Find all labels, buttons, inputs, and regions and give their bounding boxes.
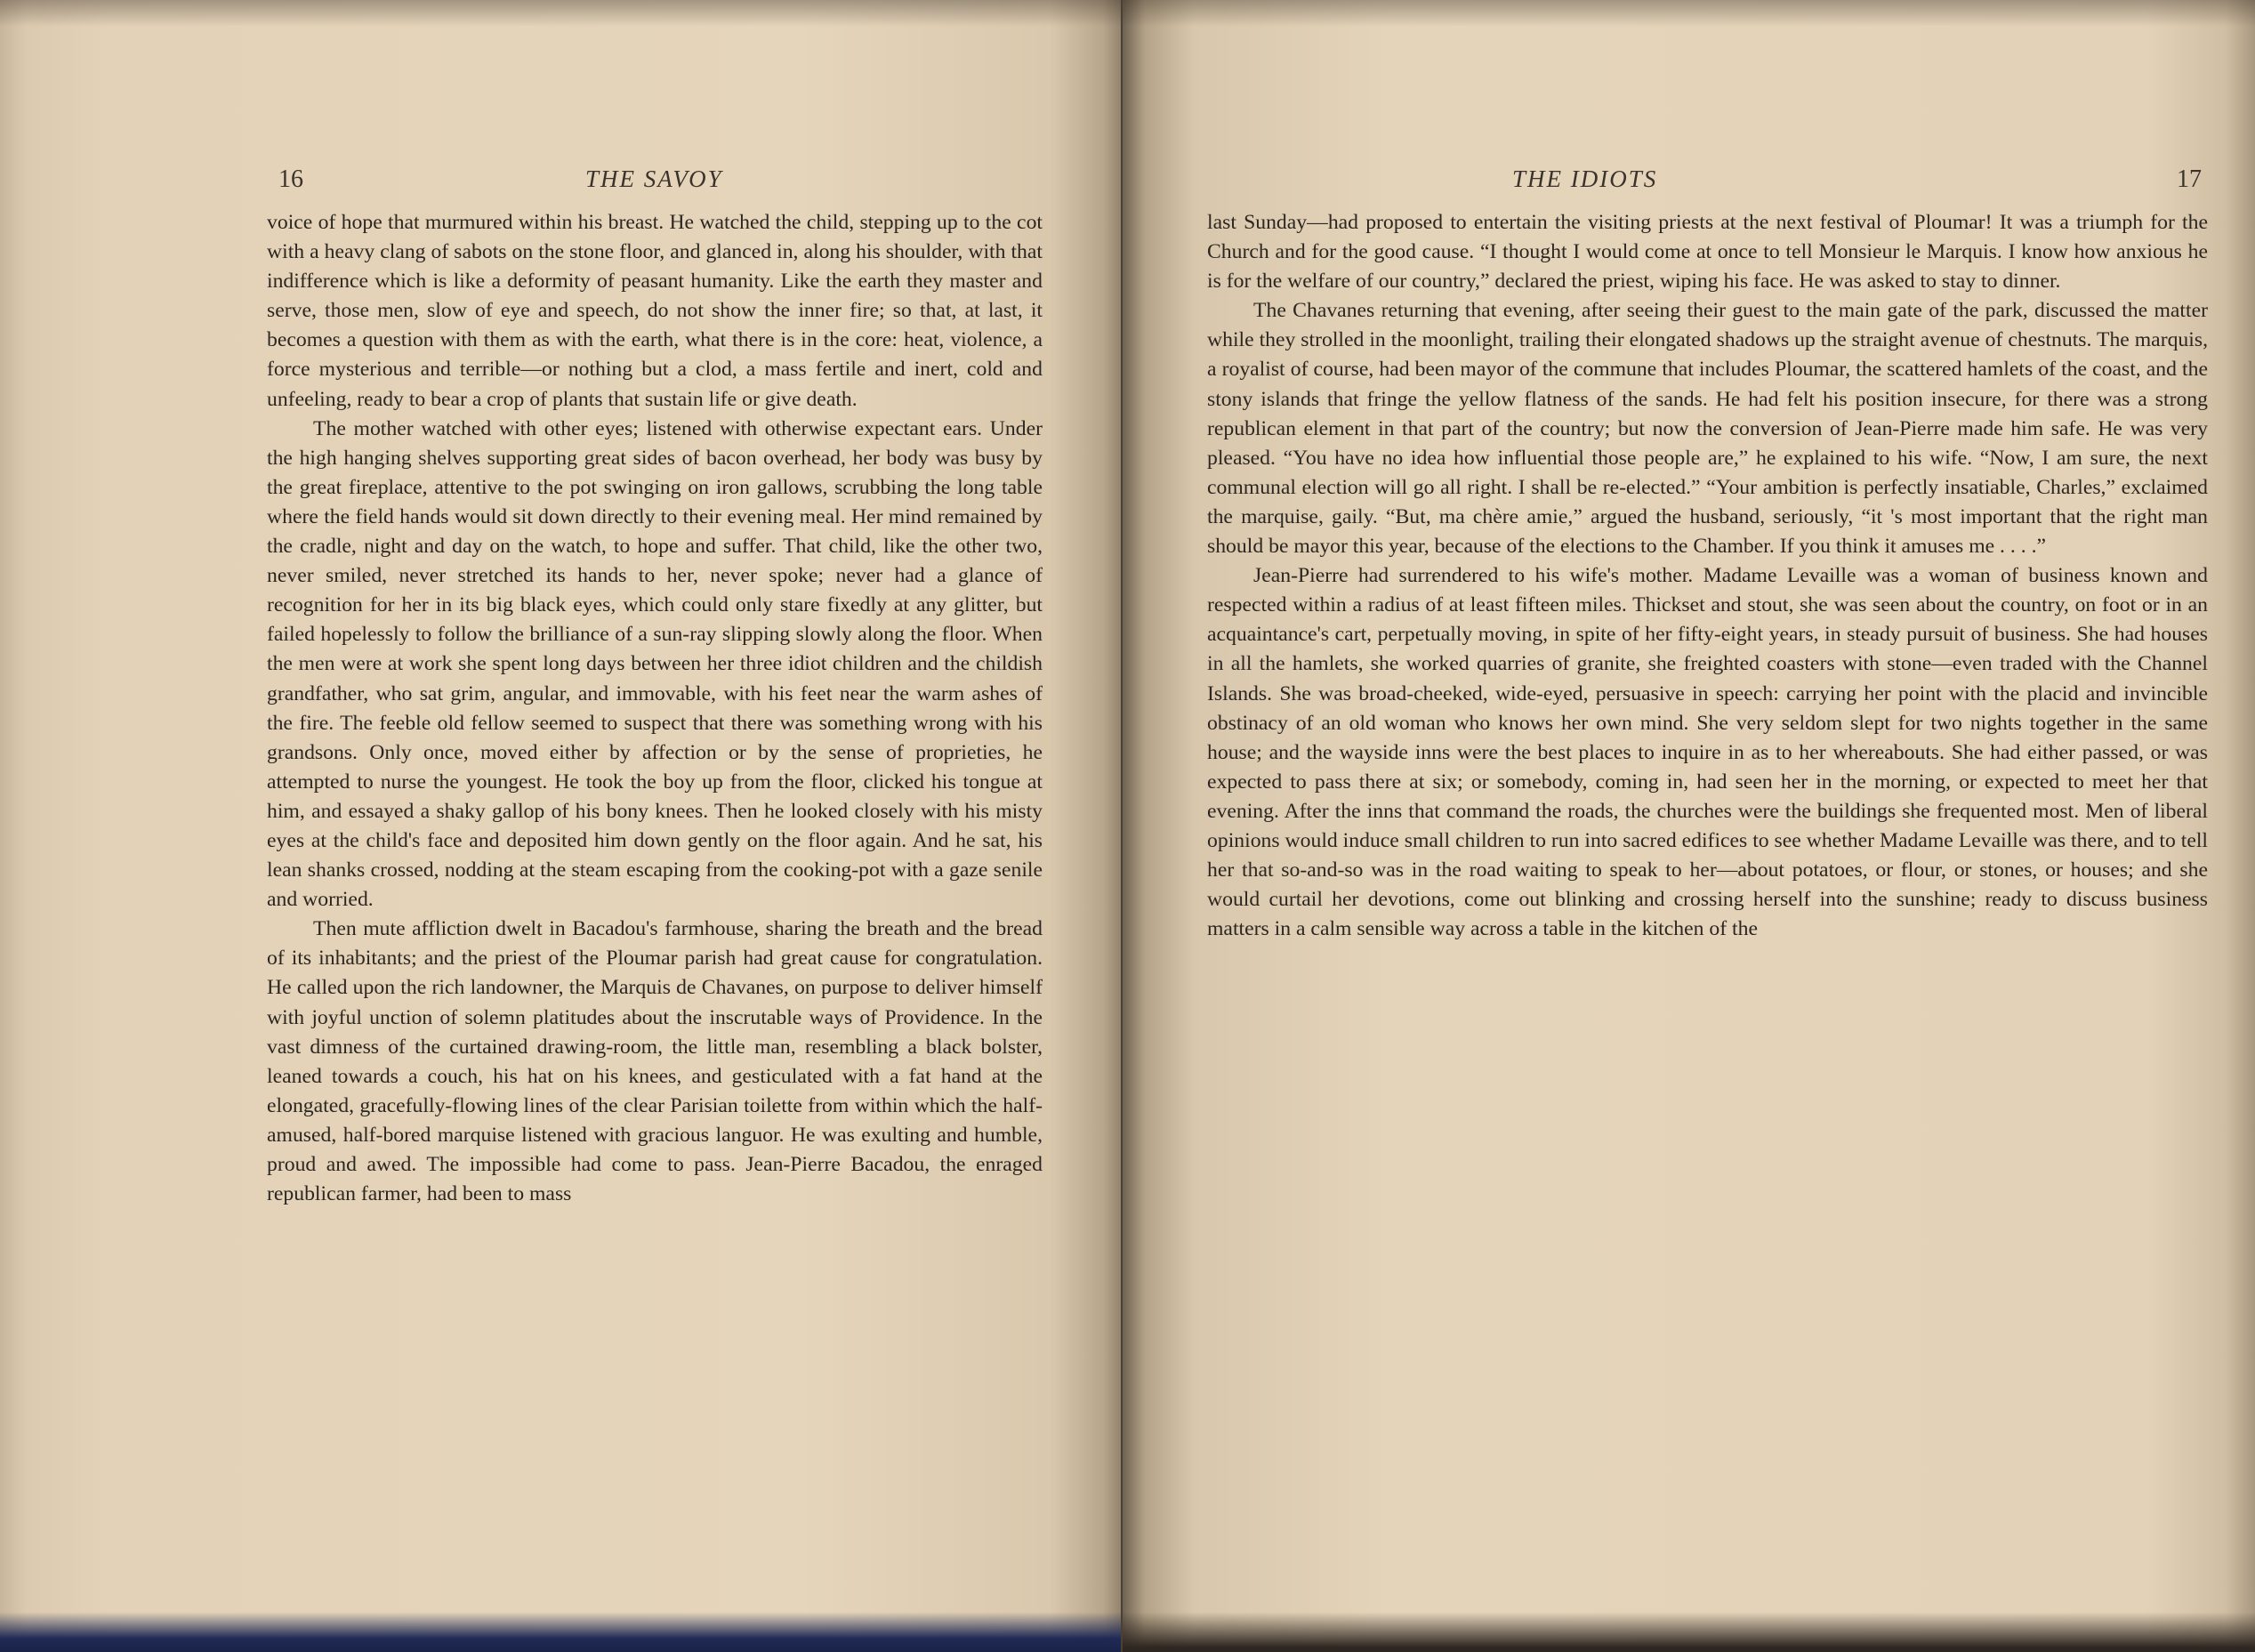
paragraph: The Chavanes returning that evening, after seeing their guest to the main gate of the park, discussed the matter while they strolled in the moonlight, trailing their elongated shadows up the straight avenue of chestnuts. The marquis, a royalist of course, had been mayor of the commune that includes Ploumar, the scattered hamlets of the coast, and the stony islands that fringe the yellow flatness of the sands. He had felt his position insecure, for there was a strong republican element in that part of the country; but now the conversion of Jean-Pierre made him safe. He was very pleased. “You have no idea how influential those people are,” he explained to his wife. “Now, I am sure, the next communal election will go all right. I shall be re-elected.” “Your ambition is perfectly insatiable, Charles,” exclaimed the marquise, gaily. “But, ma chère amie,” argued the husband, seriously, “it 's most important that the right man should be mayor this year, because of the elections to the Chamber. If you think it amuses me . . . .” xyxy=(1207,299,2208,559)
page-edge-shadow xyxy=(1123,0,2255,27)
running-head: THE IDIOTS xyxy=(1512,165,1658,192)
page-edge-shadow xyxy=(0,0,1121,27)
paragraph: Then mute affliction dwelt in Bacadou's farmhouse, sharing the breath and the bread of its inhabitants; and the priest of the Ploumar parish had great cause for congratulation. He called upon the rich landowner, the Marquis de Chavanes, on purpose to deliver himself with joyful unction of solemn platitudes about the inscrutable ways of Providence. In the vast dimness of the curtained drawing-room, the little man, resembling a black bolster, leaned towards a couch, his hat on his knees, and gesticulated with a fat hand at the elongated, gracefully-flowing lines of the clear Parisian toilette from within which the half-amused, half-bored marquise listened with gracious languor. He was exulting and humble, proud and awed. The impossible had come to pass. Jean-Pierre Bacadou, the enraged republican farmer, had been to mass xyxy=(267,917,1043,1206)
page-bottom-shadow xyxy=(1123,1612,2255,1652)
body-text xyxy=(267,208,1043,1209)
cover-cloth xyxy=(0,1612,1121,1652)
page-number: 17 xyxy=(2177,165,2202,193)
page-number: 16 xyxy=(278,165,303,193)
paragraph: The mother watched with other eyes; listened with otherwise expectant ears. Under the high hanging shelves supporting great sides of bacon overhead, her body was busy by the great fireplace, attentive to the pot swinging on iron gallows, scrubbing the long table where the field hands would sit down directly to their evening meal. Her mind remained by the cradle, night and day on the watch, to hope and suffer. That child, like the other two, never smiled, never stretched its hands to her, never spoke; never had a glance of recognition for her in its big black eyes, which could only stare fixedly at any glitter, but failed hopelessly to follow the brilliance of a sun-ray slipping slowly along the floor. When the men were at work she spent long days between her three idiot children and the childish grandfather, who sat grim, angular, and immovable, with his feet near the warm ashes of the fire. The feeble old fellow seemed to suspect that there was something wrong with his grandsons. Only once, moved either by affection or by the sense of proprieties, he attempted to nurse the youngest. He took the boy up from the floor, clicked his tongue at him, and essayed a shaky gallop of his bony knees. Then he looked closely with his misty eyes at the child's face and deposited him down gently on the floor again. And he sat, his lean shanks crossed, nodding at the steam escaping from the cooking-pot with a gaze senile and worried. xyxy=(267,416,1043,912)
paragraph: voice of hope that murmured within his breast. He watched the child, stepping up to the cot with a heavy clang of sabots on the stone floor, and glanced in, along his shoulder, with that indifference which is like a deformity of peasant humanity. Like the earth they master and serve, those men, slow of eye and speech, do not show the inner fire; so that, at last, it becomes a question with them as with the earth, what there is in the core: heat, violence, a force mysterious and terrible—or nothing but a clod, a mass fertile and inert, cold and unfeeling, ready to bear a crop of plants that sustain life or give death. xyxy=(267,211,1043,411)
paragraph: last Sunday—had proposed to entertain the visiting priests at the next festival of Ploumar! It was a triumph for the Church and for the good cause. “I thought I would come at once to tell Monsieur le Marquis. I know how anxious he is for the welfare of our country,” declared the priest, wiping his face. He was asked to stay to dinner. xyxy=(1207,211,2208,294)
right-page xyxy=(1123,0,2255,1652)
paragraph: Jean-Pierre had surrendered to his wife's mother. Madame Levaille was a woman of business known and respected within a radius of at least fifteen miles. Thickset and stout, she was seen about the country, on foot or in an acquaintance's cart, perpetually moving, in spite of her fifty-eight years, in steady pursuit of business. She had houses in all the hamlets, she worked quarries of granite, she freighted coasters with stone—even traded with the Channel Islands. She was broad-cheeked, wide-eyed, persuasive in speech: carrying her point with the placid and invincible obstinacy of an old woman who knows her own mind. She very seldom slept for two nights together in the same house; and the wayside inns were the best places to inquire in as to her whereabouts. She had either passed, or was expected to pass there at six; or somebody, coming in, had seen her in the morning, or expected to meet her that evening. After the inns that command the roads, the churches were the buildings she frequented most. Men of liberal opinions would induce small children to run into sacred edifices to see whether Madame Levaille was there, and to tell her that so-and-so was in the road waiting to speak to her—about potatoes, or flour, or stones, or houses; and she would curtail her devotions, come out blinking and crossing herself into the sunshine; ready to discuss business matters in a calm sensible way across a table in the kitchen of the xyxy=(1207,564,2208,941)
left-page xyxy=(0,0,1123,1652)
running-head: THE SAVOY xyxy=(585,165,723,192)
body-text xyxy=(1207,208,2208,944)
